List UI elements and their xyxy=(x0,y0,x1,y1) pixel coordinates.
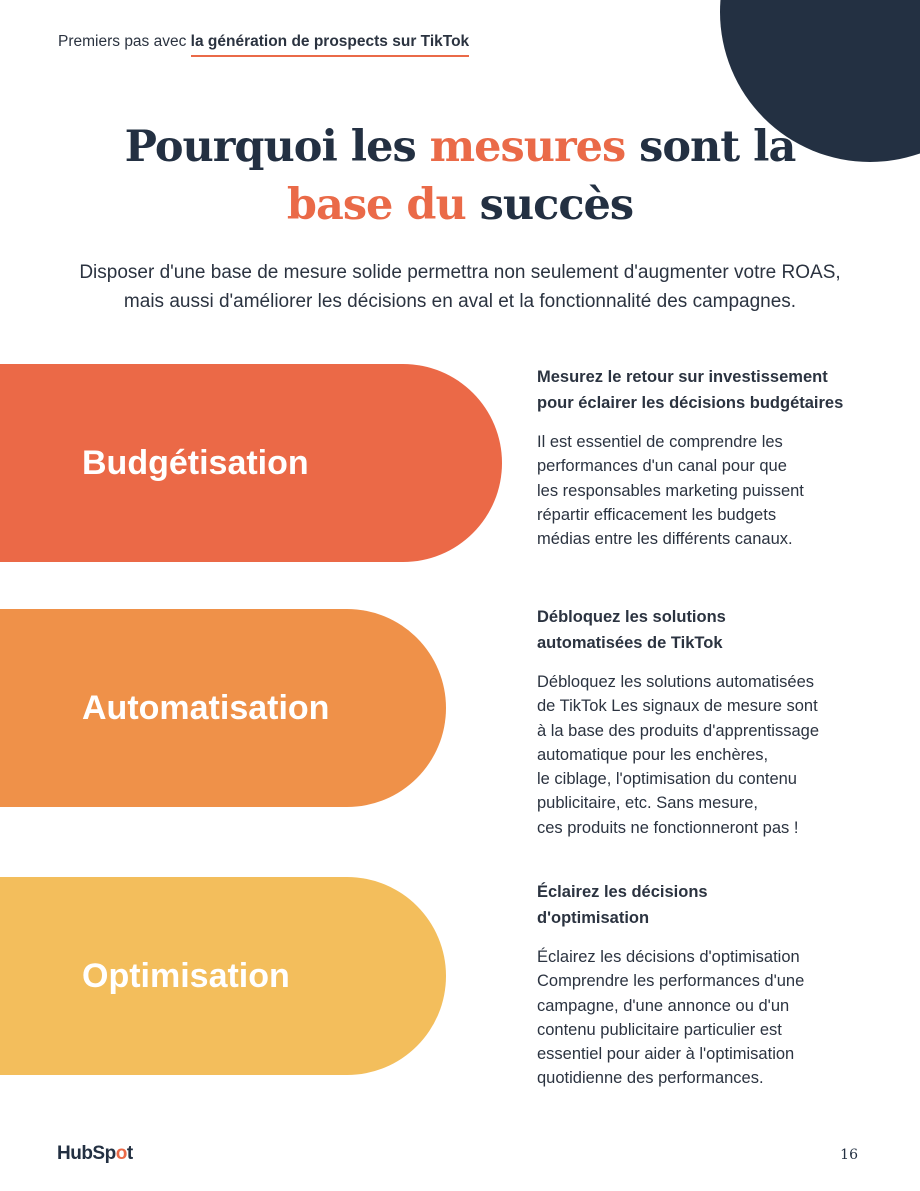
section-heading-line: d'optimisation xyxy=(537,909,650,927)
section-heading xyxy=(537,364,887,416)
pill-label: Optimisation xyxy=(82,956,290,995)
section-automatisation-text xyxy=(537,604,887,840)
title-line1-part2: sont la xyxy=(625,122,796,172)
body-line: campagne, d'une annonce ou d'un xyxy=(537,996,790,1015)
title-line1-accent: mesures xyxy=(429,122,626,172)
body-line: de TikTok Les signaux de mesure sont xyxy=(537,697,818,716)
intro-paragraph: Disposer d'une base de mesure solide permettra non seulement d'augmenter votre ROAS, mais aussi d'améliorer les décisions en aval et la fonctionnalité des campagnes. xyxy=(79,262,841,312)
section-heading-line: pour éclairer les décisions budgétaires xyxy=(537,394,844,412)
body-line: Comprendre les performances d'une xyxy=(537,972,805,991)
body-line: essentiel pour aider à l'optimisation xyxy=(537,1045,795,1064)
title-line2-accent: base du xyxy=(286,180,466,230)
page-number: 16 xyxy=(840,1147,858,1163)
pill-label: Automatisation xyxy=(82,688,330,727)
section-heading xyxy=(537,604,887,656)
section-heading-line: Éclairez les décisions xyxy=(537,883,708,901)
body-line: quotidienne des performances. xyxy=(537,1069,764,1088)
section-body xyxy=(537,670,887,840)
running-header xyxy=(58,33,469,57)
section-heading-line: Débloquez les solutions xyxy=(537,608,726,626)
section-heading xyxy=(537,879,887,931)
pill-budgetisation xyxy=(0,364,502,562)
section-body xyxy=(537,945,887,1091)
pill-optimisation xyxy=(0,877,446,1075)
body-line: contenu publicitaire particulier est xyxy=(537,1020,782,1039)
body-line: répartir efficacement les budgets xyxy=(537,505,777,524)
title-line1-part1: Pourquoi les xyxy=(124,122,430,172)
body-line: Débloquez les solutions automatisées xyxy=(537,673,814,691)
pill-automatisation xyxy=(0,609,446,807)
page-title xyxy=(0,118,920,234)
body-line: publicitaire, etc. Sans mesure, xyxy=(537,794,759,813)
body-line: ces produits ne fonctionneront pas ! xyxy=(537,818,799,837)
section-heading-line: Mesurez le retour sur investissement xyxy=(537,368,828,386)
section-heading-line: automatisées de TikTok xyxy=(537,634,723,652)
body-line: performances d'un canal pour que xyxy=(537,457,787,476)
running-header-prefix: Premiers pas avec xyxy=(58,33,191,50)
body-line: Il est essentiel de comprendre les xyxy=(537,433,783,451)
running-header-emphasis: la génération de prospects sur TikTok xyxy=(191,33,470,57)
logo-text: t xyxy=(126,1143,133,1164)
body-line: le ciblage, l'optimisation du contenu xyxy=(537,770,797,789)
body-line: les responsables marketing puissent xyxy=(537,481,804,500)
body-line: Éclairez les décisions d'optimisation xyxy=(537,948,800,966)
title-line2-part2: succès xyxy=(465,180,634,230)
logo-text: HubSp xyxy=(57,1143,116,1164)
sprocket-icon: o xyxy=(115,1143,127,1164)
body-line: médias entre les différents canaux. xyxy=(537,530,793,549)
section-optimisation-text xyxy=(537,879,887,1091)
section-body xyxy=(537,430,887,551)
section-budgetisation-text xyxy=(537,364,887,551)
body-line: automatique pour les enchères, xyxy=(537,745,769,764)
hubspot-logo xyxy=(57,1143,133,1165)
pill-label: Budgétisation xyxy=(82,443,309,482)
body-line: à la base des produits d'apprentissage xyxy=(537,721,820,740)
